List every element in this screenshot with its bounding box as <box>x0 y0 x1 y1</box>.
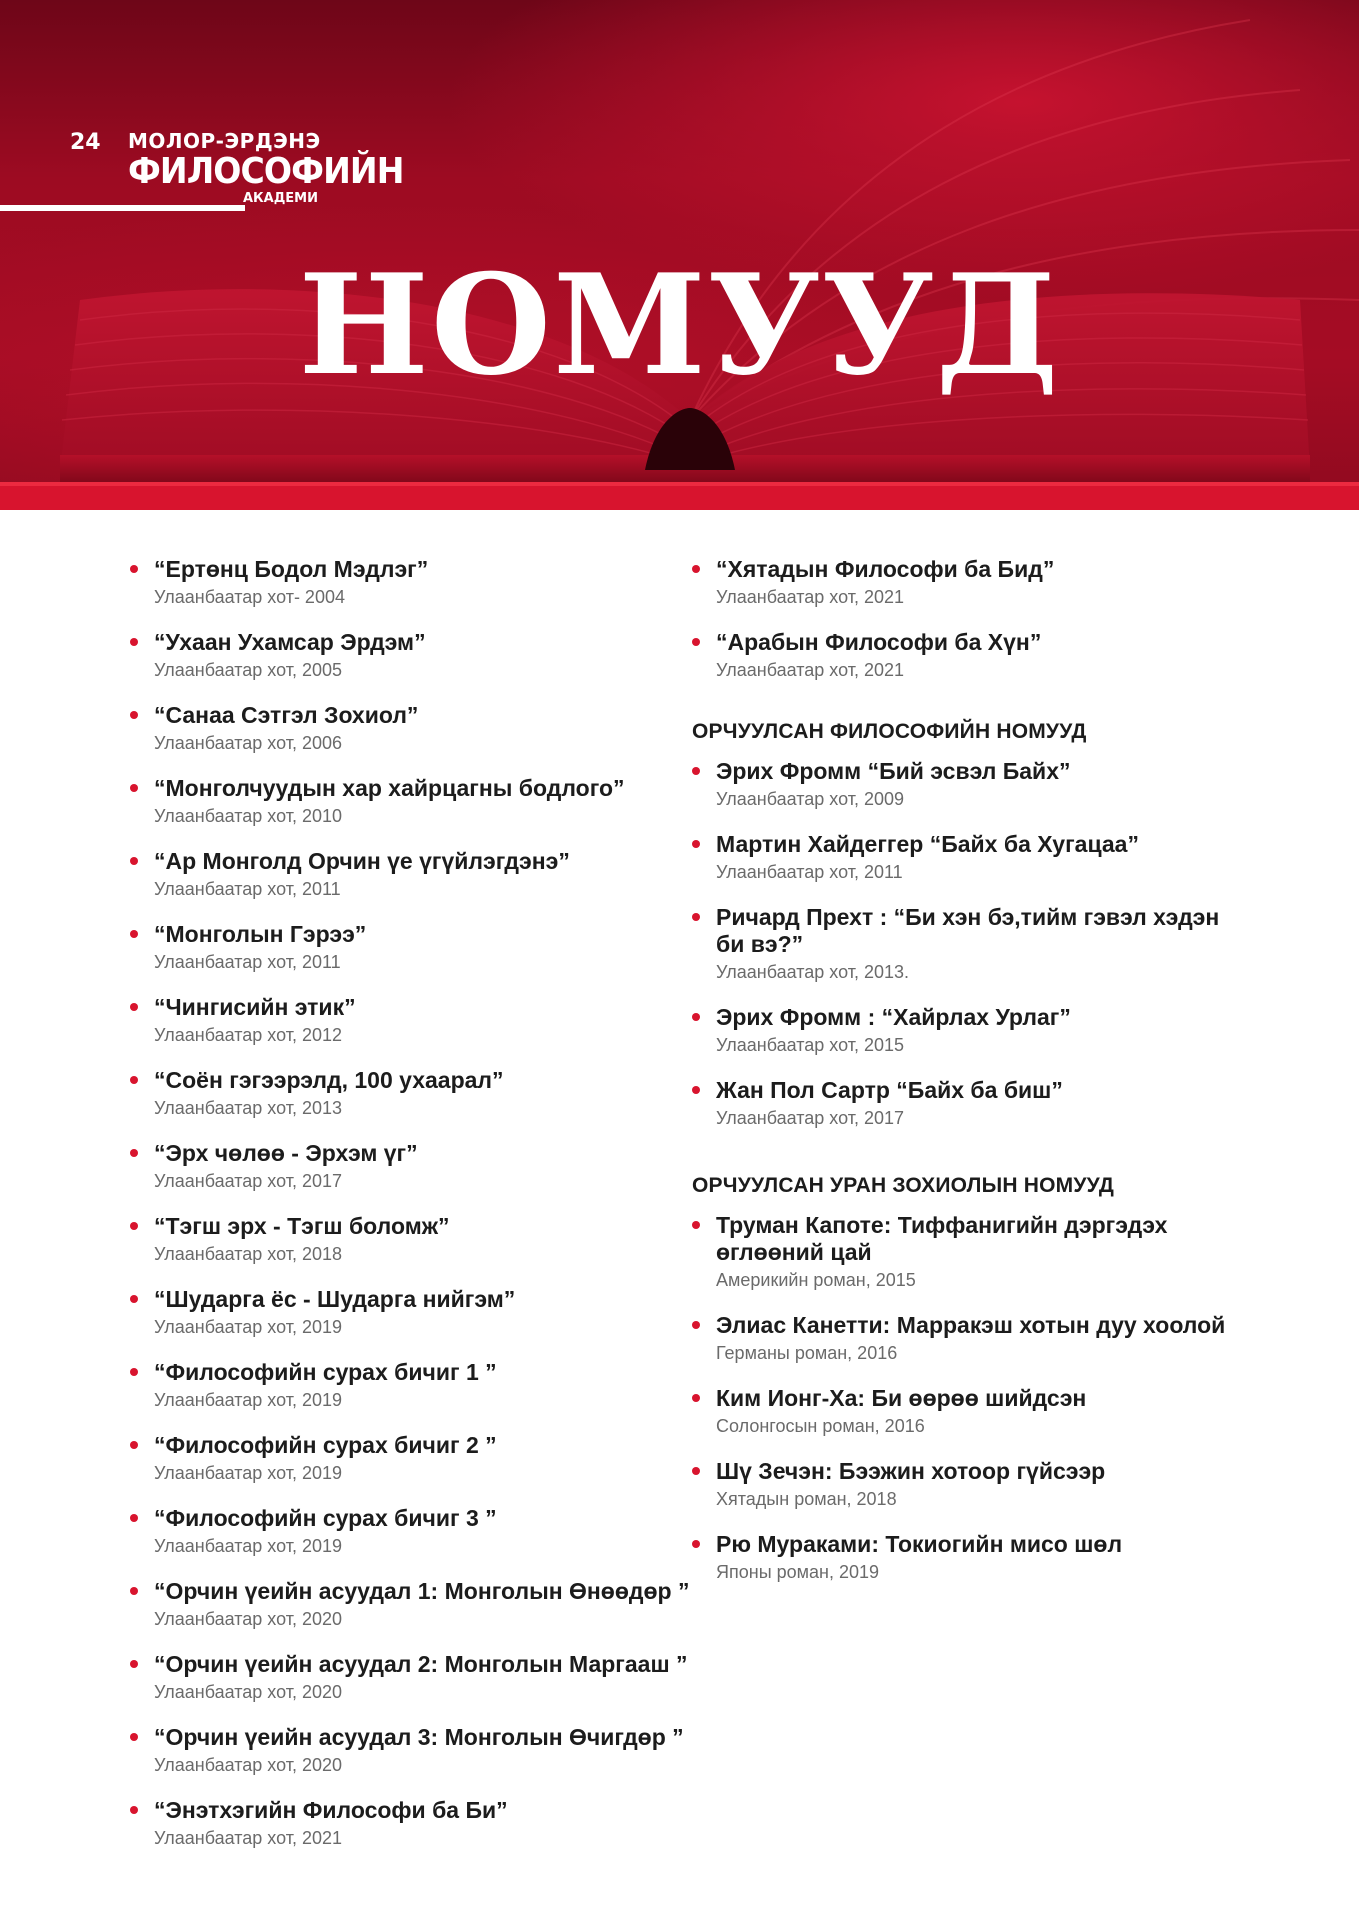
book-publication-info: Улаанбаатар хот, 2019 <box>154 1390 342 1410</box>
book-publication-info: Улаанбаатар хот, 2019 <box>154 1317 342 1337</box>
book-item <box>130 1213 690 1266</box>
book-publication-info: Америкийн роман, 2015 <box>716 1270 916 1290</box>
book-item <box>130 1651 690 1704</box>
bullet-icon <box>130 1295 138 1303</box>
book-title: “Арабын Философи ба Хүн” <box>716 629 1042 655</box>
book-title: Ким Ионг-Ха: Би өөрөө шийдсэн <box>716 1385 1087 1411</box>
book-title: “Философийн сурах бичиг 2 ” <box>154 1432 497 1458</box>
book-item <box>692 1458 1252 1511</box>
bullet-icon <box>130 1222 138 1230</box>
bullet-icon <box>130 1441 138 1449</box>
bullet-icon <box>130 1733 138 1741</box>
book-item <box>692 556 1252 609</box>
book-title: “Тэгш эрх - Тэгш боломж” <box>154 1213 450 1239</box>
book-publication-info: Улаанбаатар хот, 2006 <box>154 733 342 753</box>
book-title: Эрих Фромм “Бий эсвэл Байх” <box>716 758 1071 784</box>
right-column <box>692 556 1252 1604</box>
book-item <box>130 1067 690 1120</box>
book-publication-info: Улаанбаатар хот, 2019 <box>154 1463 342 1483</box>
authored-books-list <box>130 556 690 1850</box>
book-publication-info: Улаанбаатар хот, 2011 <box>716 862 903 882</box>
book-publication-info: Хятадын роман, 2018 <box>716 1489 897 1509</box>
bullet-icon <box>692 1086 700 1094</box>
bullet-icon <box>130 1514 138 1522</box>
book-title: Ричард Прехт : “Би хэн бэ,тийм гэвэл хэдэн би вэ?” <box>716 904 1220 957</box>
book-title: “Философийн сурах бичиг 3 ” <box>154 1505 497 1531</box>
book-title: “Хятадын Философи ба Бид” <box>716 556 1055 582</box>
book-item <box>130 848 690 901</box>
book-item <box>692 1531 1252 1584</box>
book-title: “Энэтхэгийн Философи ба Би” <box>154 1797 508 1823</box>
book-publication-info: Улаанбаатар хот, 2021 <box>154 1828 342 1848</box>
book-publication-info: Улаанбаатар хот, 2005 <box>154 660 342 680</box>
book-item <box>130 1578 690 1631</box>
bullet-icon <box>130 1076 138 1084</box>
book-publication-info: Улаанбаатар хот, 2017 <box>154 1171 342 1191</box>
bullet-icon <box>130 565 138 573</box>
book-title: “Ухаан Ухамсар Эрдэм” <box>154 629 426 655</box>
book-item <box>692 1077 1252 1130</box>
book-item <box>692 1212 1252 1292</box>
book-item <box>130 556 690 609</box>
bullet-icon <box>692 840 700 848</box>
book-item <box>130 1724 690 1777</box>
book-publication-info: Улаанбаатар хот, 2010 <box>154 806 342 826</box>
book-title: Жан Пол Сартр “Байх ба биш” <box>716 1077 1063 1103</box>
section-heading-translated-literature: ОРЧУУЛСАН УРАН ЗОХИОЛЫН НОМУУД <box>692 1174 1114 1197</box>
book-item <box>130 994 690 1047</box>
bullet-icon <box>130 638 138 646</box>
book-item <box>130 775 690 828</box>
bullet-icon <box>692 1221 700 1229</box>
book-title: Эрих Фромм : “Хайрлах Урлаг” <box>716 1004 1071 1030</box>
bullet-icon <box>692 1013 700 1021</box>
logo-line2: ФИЛОСОФИЙН <box>128 151 404 192</box>
book-publication-info: Улаанбаатар хот, 2015 <box>716 1035 904 1055</box>
bullet-icon <box>692 1321 700 1329</box>
book-item <box>692 831 1252 884</box>
book-item <box>130 702 690 755</box>
book-publication-info: Германы роман, 2016 <box>716 1343 898 1363</box>
book-item <box>130 1797 690 1850</box>
book-title: “Монголын Гэрээ” <box>154 921 367 947</box>
book-title: “Соён гэгээрэлд, 100 ухаарал” <box>154 1067 504 1093</box>
book-publication-info: Улаанбаатар хот, 2012 <box>154 1025 342 1045</box>
bullet-icon <box>692 638 700 646</box>
bullet-icon <box>130 1003 138 1011</box>
book-item <box>130 1286 690 1339</box>
book-item <box>130 1432 690 1485</box>
bullet-icon <box>692 1467 700 1475</box>
book-item <box>692 904 1252 984</box>
header-red-strip <box>0 482 1359 510</box>
book-publication-info: Улаанбаатар хот, 2021 <box>716 660 904 680</box>
bullet-icon <box>130 857 138 865</box>
academy-logo <box>128 130 427 206</box>
book-title: “Философийн сурах бичиг 1 ” <box>154 1359 497 1385</box>
logo-line3: АКАДЕМИ <box>242 191 318 206</box>
book-item <box>130 921 690 974</box>
book-item <box>692 629 1252 682</box>
section-heading-translated-philosophy: ОРЧУУЛСАН ФИЛОСОФИЙН НОМУУД <box>692 720 1087 743</box>
bullet-icon <box>130 784 138 792</box>
bullet-icon <box>130 1660 138 1668</box>
bullet-icon <box>692 565 700 573</box>
book-title: “Ертөнц Бодол Мэдлэг” <box>154 556 429 582</box>
bullet-icon <box>130 1587 138 1595</box>
book-item <box>130 629 690 682</box>
authored-books-list-continued <box>692 556 1252 682</box>
translated-philosophy-list <box>692 758 1252 1130</box>
book-publication-info: Улаанбаатар хот, 2020 <box>154 1755 342 1775</box>
header-banner <box>0 0 1359 510</box>
left-column <box>130 556 690 1870</box>
bullet-icon <box>130 1149 138 1157</box>
book-title: “Орчин үеийн асуудал 2: Монголын Маргааш ” <box>154 1651 688 1677</box>
book-item <box>130 1359 690 1412</box>
bullet-icon <box>130 711 138 719</box>
book-publication-info: Улаанбаатар хот, 2009 <box>716 789 904 809</box>
bullet-icon <box>692 1540 700 1548</box>
book-item <box>130 1140 690 1193</box>
bullet-icon <box>692 767 700 775</box>
book-publication-info: Улаанбаатар хот, 2018 <box>154 1244 342 1264</box>
book-title: Мартин Хайдеггер “Байх ба Хугацаа” <box>716 831 1139 857</box>
book-item <box>692 1385 1252 1438</box>
page-number: 24 <box>70 130 101 155</box>
book-title: “Орчин үеийн асуудал 3: Монголын Өчигдөр ” <box>154 1724 684 1750</box>
bullet-icon <box>692 913 700 921</box>
book-publication-info: Улаанбаатар хот, 2017 <box>716 1108 904 1128</box>
book-item <box>692 758 1252 811</box>
logo-line1: МОЛОР-ЭРДЭНЭ <box>128 129 321 153</box>
book-publication-info: Солонгосын роман, 2016 <box>716 1416 925 1436</box>
book-item <box>692 1312 1252 1365</box>
book-item <box>692 1004 1252 1057</box>
book-publication-info: Улаанбаатар хот, 2019 <box>154 1536 342 1556</box>
book-title: Элиас Канетти: Марракэш хотын дуу хоолой <box>716 1312 1226 1338</box>
book-publication-info: Улаанбаатар хот, 2013 <box>154 1098 342 1118</box>
bullet-icon <box>692 1394 700 1402</box>
book-title: Рю Мураками: Токиогийн мисо шөл <box>716 1531 1123 1557</box>
bullet-icon <box>130 1368 138 1376</box>
book-title: Труман Капоте: Тиффанигийн дэргэдэх өглөөний цай <box>716 1212 1168 1265</box>
book-title: “Шударга ёс - Шударга нийгэм” <box>154 1286 516 1312</box>
book-title: Шү Зечэн: Бээжин хотоор гүйсээр <box>716 1458 1106 1484</box>
book-publication-info: Улаанбаатар хот, 2011 <box>154 879 341 899</box>
page-title: НОМУУД <box>298 243 1061 406</box>
book-publication-info: Улаанбаатар хот, 2013. <box>716 962 909 982</box>
book-title: “Монголчуудын хар хайрцагны бодлого” <box>154 775 625 801</box>
book-title: “Орчин үеийн асуудал 1: Монголын Өнөөдөр ” <box>154 1578 690 1604</box>
book-item <box>130 1505 690 1558</box>
book-title: “Санаа Сэтгэл Зохиол” <box>154 702 419 728</box>
book-publication-info: Улаанбаатар хот, 2021 <box>716 587 904 607</box>
book-publication-info: Японы роман, 2019 <box>716 1562 880 1582</box>
book-publication-info: Улаанбаатар хот- 2004 <box>154 587 345 607</box>
book-title: “Чингисийн этик” <box>154 994 356 1020</box>
book-publication-info: Улаанбаатар хот, 2011 <box>154 952 341 972</box>
book-publication-info: Улаанбаатар хот, 2020 <box>154 1609 342 1629</box>
translated-literature-list <box>692 1212 1252 1584</box>
book-title: “Эрх чөлөө - Эрхэм үг” <box>154 1140 418 1166</box>
bullet-icon <box>130 1806 138 1814</box>
book-publication-info: Улаанбаатар хот, 2020 <box>154 1682 342 1702</box>
book-title: “Ар Монголд Орчин үе үгүйлэгдэнэ” <box>154 848 570 874</box>
bullet-icon <box>130 930 138 938</box>
